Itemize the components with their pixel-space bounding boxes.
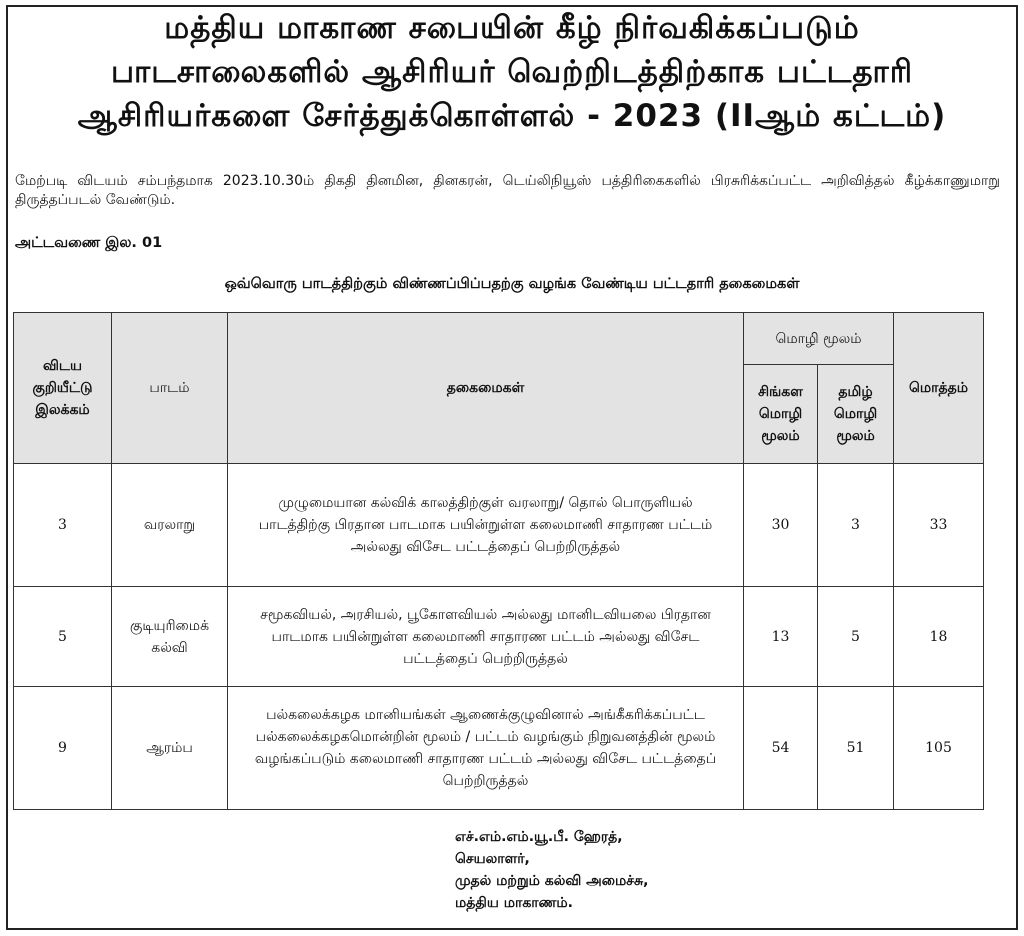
signature-block: [455, 826, 648, 914]
row-qualification: பல்கலைக்கழக மானியங்கள் ஆணைக்குழுவினால் அங்கீகரிக்கப்பட்ட பல்கலைக்கழகமொன்றின் மூலம் / பட்டம் வழங்கும் நிறுவனத்தின் மூலம் வழங்கப்படும் கலைமாணி சாதாரண பட்டம் அல்லது விசேட பட்டத்தைப் பெற்றிருத்தல்: [228, 687, 744, 810]
row-sinhala-count: 54: [744, 687, 818, 810]
row-total-count: 33: [894, 464, 984, 587]
title-line-1: மத்திய மாகாண சபையின் கீழ் நிர்வகிக்கப்படும்: [164, 10, 860, 46]
qualifications-table: [13, 312, 984, 810]
header-subject-code: விடய குறியீட்டு இலக்கம்: [14, 313, 112, 464]
header-tamil-medium: தமிழ் மொழி மூலம்: [818, 365, 894, 464]
row-total-count: 18: [894, 587, 984, 687]
header-subject: பாடம்: [112, 313, 228, 464]
table-row: [14, 587, 984, 687]
table-row: [14, 464, 984, 587]
signatory-ministry: முதல் மற்றும் கல்வி அமைச்சு,: [455, 873, 649, 889]
row-qualification: சமூகவியல், அரசியல், பூகோளவியல் அல்லது மானிடவியலை பிரதான பாடமாக பயின்றுள்ள கலைமாணி சாதாரண பட்டம் அல்லது விசேட பட்டத்தைப் பெற்றிருத்தல்: [228, 587, 744, 687]
notice-title: [0, 6, 1024, 138]
header-qualifications: தகைமைகள்: [228, 313, 744, 464]
signatory-province: மத்திய மாகாணம்.: [455, 895, 573, 911]
row-sinhala-count: 30: [744, 464, 818, 587]
signatory-position: செயலாளர்,: [455, 851, 530, 867]
row-tamil-count: 3: [818, 464, 894, 587]
table-caption: ஒவ்வொரு பாடத்திற்கும் விண்ணப்பிப்பதற்கு வழங்க வேண்டிய பட்டதாரி தகைமைகள்: [224, 276, 800, 292]
row-qualification: முழுமையான கல்விக் காலத்திற்குள் வரலாறு/ தொல் பொருளியல் பாடத்திற்கு பிரதான பாடமாக பயின்றுள்ள கலைமாணி சாதாரண பட்டம் அல்லது விசேட பட்டத்தைப் பெற்றிருத்தல்: [228, 464, 744, 587]
row-subject-code: 9: [14, 687, 112, 810]
row-subject-code: 5: [14, 587, 112, 687]
title-line-3: ஆசிரியர்களை சேர்த்துக்கொள்ளல் - 2023 (IIஆம் கட்டம்): [77, 98, 947, 134]
title-line-2: பாடசாலைகளில் ஆசிரியர் வெற்றிடத்திற்காக பட்டதாரி: [110, 54, 914, 90]
row-total-count: 105: [894, 687, 984, 810]
row-sinhala-count: 13: [744, 587, 818, 687]
row-subject-code: 3: [14, 464, 112, 587]
row-subject: வரலாறு: [112, 464, 228, 587]
row-subject: ஆரம்ப: [112, 687, 228, 810]
row-tamil-count: 5: [818, 587, 894, 687]
header-medium: மொழி மூலம்: [744, 313, 894, 365]
signatory-name: எச்.எம்.எம்.யூ.பீ. ஹேரத்,: [455, 829, 623, 845]
row-tamil-count: 51: [818, 687, 894, 810]
table-number: அட்டவணை இல. 01: [15, 235, 163, 251]
row-subject: குடியுரிமைக் கல்வி: [112, 587, 228, 687]
header-sinhala-medium: சிங்கள மொழி மூலம்: [744, 365, 818, 464]
intro-paragraph: மேற்படி விடயம் சம்பந்தமாக 2023.10.30ம் திகதி தினமின, தினகரன், டெய்லிநியூஸ் பத்திரிகைகளில் பிரசுரிக்கப்பட்ட அறிவித்தல் கீழ்க்காணுமாறு திருத்தப்படல் வேண்டும்.: [15, 173, 1000, 208]
table-row: [14, 687, 984, 810]
header-total: மொத்தம்: [894, 313, 984, 464]
